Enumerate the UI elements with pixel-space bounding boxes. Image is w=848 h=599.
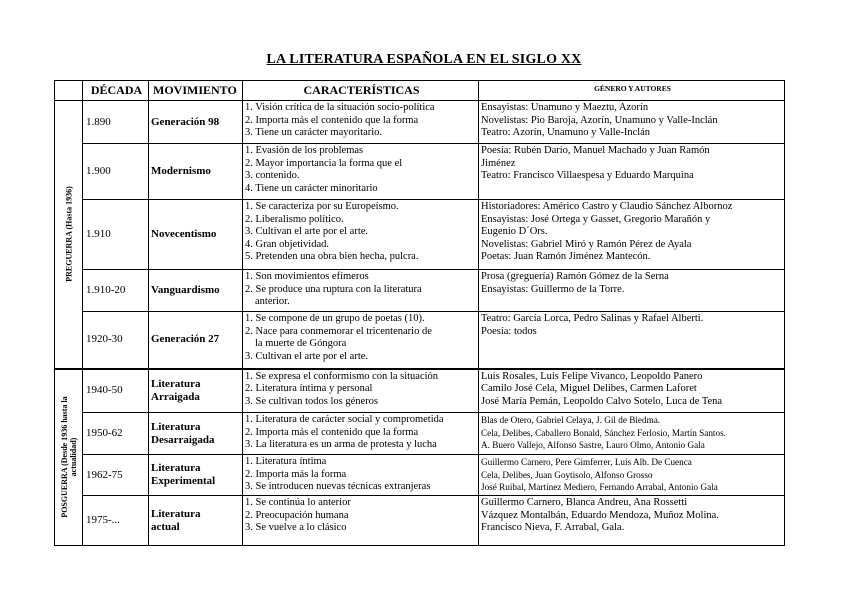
author-line: Prosa (greguería) Ramón Gómez de la Serna bbox=[481, 271, 669, 282]
characteristic-line: 1. Literatura íntima bbox=[245, 456, 327, 467]
characteristic-line: 2. Liberalismo político. bbox=[245, 213, 344, 225]
author-line: José Ruibal, Martínez Mediero, Fernando Arrabal, Antonio Gala bbox=[481, 482, 718, 493]
characteristics-cell bbox=[243, 144, 479, 200]
characteristic-line: 3. Se vuelve a lo clásico bbox=[245, 522, 347, 534]
characteristics-cell bbox=[243, 455, 479, 496]
author-line: Teatro: Azorín, Unamuno y Valle-Inclán bbox=[481, 127, 651, 139]
table-row bbox=[55, 101, 785, 144]
characteristic-line: 4. Gran objetividad. bbox=[245, 238, 329, 250]
header-row bbox=[55, 81, 785, 101]
movement-cell bbox=[149, 455, 243, 496]
characteristic-line: 3. Se cultivan todos los géneros bbox=[245, 395, 378, 407]
author-line: Francisco Nieva, F. Arrabal, Gala. bbox=[481, 522, 625, 534]
author-line: Cela, Delibes, Caballero Bonald, Sánchez Ferlosio, Martín Santos. bbox=[481, 427, 726, 438]
decade-cell: 1975-... bbox=[83, 496, 149, 546]
characteristic-line: 3. contenido. bbox=[245, 170, 300, 182]
table-row bbox=[55, 369, 785, 413]
characteristic-line: 2. Mayor importancia la forma que el bbox=[245, 157, 403, 169]
header-caracteristicas: CARACTERÍSTICAS bbox=[243, 81, 479, 101]
table-row bbox=[55, 413, 785, 455]
characteristic-line: 1. Se compone de un grupo de poetas (10). bbox=[245, 313, 425, 324]
author-line: Poesía: todos bbox=[481, 325, 537, 337]
authors-cell bbox=[479, 413, 785, 455]
characteristics-cell bbox=[243, 413, 479, 455]
characteristics-cell bbox=[243, 200, 479, 270]
table-row bbox=[55, 200, 785, 270]
movement-line: Literatura bbox=[151, 462, 201, 475]
characteristics-cell bbox=[243, 312, 479, 369]
characteristic-line: 3. Cultivan el arte por el arte. bbox=[245, 350, 369, 362]
movement-line: Literatura bbox=[151, 378, 201, 391]
characteristic-line: 4. Tiene un carácter minoritario bbox=[245, 182, 378, 194]
table-row bbox=[55, 144, 785, 200]
header-movimiento: MOVIMIENTO bbox=[149, 81, 243, 101]
characteristic-line: 1. Se continúa lo anterior bbox=[245, 497, 351, 508]
author-line: Novelistas: Pío Baroja, Azorín, Unamuno y Valle-Inclán bbox=[481, 114, 718, 126]
author-line: Vázquez Montalbán, Eduardo Mendoza, Muñoz Molina. bbox=[481, 509, 719, 521]
period-cell-posguerra bbox=[55, 369, 83, 546]
characteristic-line: 5. Pretenden una obra bien hecha, pulcra. bbox=[245, 251, 419, 263]
characteristic-line: 1. Se caracteriza por su Europeísmo. bbox=[245, 201, 399, 212]
table-row bbox=[55, 270, 785, 312]
author-line: Ensayistas: Guillermo de la Torre. bbox=[481, 283, 625, 295]
literature-table bbox=[54, 80, 785, 546]
movement-line: Literatura bbox=[151, 420, 201, 433]
period-label-line: POSGUERRA (Desde 1936 hasta la bbox=[59, 396, 69, 518]
characteristic-line: 2. Se produce una ruptura con la literatura bbox=[245, 283, 422, 295]
authors-cell bbox=[479, 101, 785, 144]
movement-line: Experimental bbox=[151, 475, 216, 487]
characteristic-line: 2. Importa más el contenido que la forma bbox=[245, 426, 419, 438]
movement-cell: Generación 27 bbox=[149, 312, 243, 369]
author-line: Poetas: Juan Ramón Jiménez Mantecón. bbox=[481, 251, 651, 263]
authors-cell bbox=[479, 312, 785, 369]
author-line: Eugenio D´Ors. bbox=[481, 226, 548, 238]
movement-cell: Generación 98 bbox=[149, 101, 243, 144]
movement-cell bbox=[149, 496, 243, 546]
characteristic-line: anterior. bbox=[255, 296, 290, 308]
author-line: Ensayistas: José Ortega y Gasset, Gregorio Marañón y bbox=[481, 213, 711, 225]
decade-cell: 1920-30 bbox=[83, 312, 149, 369]
movement-cell: Novecentismo bbox=[149, 200, 243, 270]
decade-cell: 1940-50 bbox=[83, 369, 149, 413]
characteristic-line: 2. Nace para conmemorar el tricentenario de bbox=[245, 325, 432, 337]
authors-cell bbox=[479, 200, 785, 270]
table-row bbox=[55, 312, 785, 369]
authors-cell bbox=[479, 144, 785, 200]
decade-cell: 1950-62 bbox=[83, 413, 149, 455]
characteristic-line: 2. Literatura íntima y personal bbox=[245, 383, 373, 395]
page-title: LA LITERATURA ESPAÑOLA EN EL SIGLO XX bbox=[266, 52, 582, 67]
characteristic-line: 3. Se introducen nuevas técnicas extranjeras bbox=[245, 481, 431, 493]
movement-line: actual bbox=[151, 520, 180, 533]
author-line: Luis Rosales, Luis Felipe Vivanco, Leopoldo Panero bbox=[481, 370, 703, 382]
header-genero: GÉNERO Y AUTORES bbox=[479, 81, 785, 101]
author-line: Ensayistas: Unamuno y Maeztu, Azorín bbox=[481, 102, 649, 113]
characteristic-line: 2. Importa más la forma bbox=[245, 468, 347, 480]
author-line: Novelistas: Gabriel Miró y Ramón Pérez de Ayala bbox=[481, 238, 692, 250]
movement-line: Literatura bbox=[151, 507, 201, 520]
period-cell-preguerra bbox=[55, 101, 83, 369]
decade-cell: 1.910 bbox=[83, 200, 149, 270]
author-line: Jiménez bbox=[481, 157, 516, 169]
header-decada: DÉCADA bbox=[83, 81, 149, 101]
author-line: Cela, Delibes, Juan Goytisolo, Alfonso Grosso bbox=[481, 469, 653, 480]
author-line: Teatro: García Lorca, Pedro Salinas y Rafael Alberti. bbox=[481, 313, 704, 324]
characteristic-line: 1. Son movimientos efímeros bbox=[245, 271, 369, 282]
authors-cell bbox=[479, 369, 785, 413]
author-line: Camilo José Cela, Miguel Delibes, Carmen Laforet bbox=[481, 383, 697, 395]
author-line: Poesía: Rubén Darío, Manuel Machado y Juan Ramón bbox=[481, 145, 710, 156]
movement-cell bbox=[149, 369, 243, 413]
movement-line: Desarraigada bbox=[151, 433, 215, 446]
movement-cell bbox=[149, 413, 243, 455]
characteristics-cell bbox=[243, 369, 479, 413]
authors-cell bbox=[479, 455, 785, 496]
decade-cell: 1962-75 bbox=[83, 455, 149, 496]
author-line: José María Pemán, Leopoldo Calvo Sotelo, Luca de Tena bbox=[481, 395, 723, 407]
characteristic-line: 1. Evasión de los problemas bbox=[245, 145, 364, 156]
movement-line: Arraigada bbox=[151, 390, 200, 403]
movement-cell: Modernismo bbox=[149, 144, 243, 200]
characteristic-line: 3. Tiene un carácter mayoritario. bbox=[245, 127, 383, 139]
decade-cell: 1.900 bbox=[83, 144, 149, 200]
author-line: A. Buero Vallejo, Alfonso Sastre, Lauro Olmo, Antonio Gala bbox=[481, 440, 705, 451]
characteristic-line: la muerte de Góngora bbox=[255, 338, 347, 350]
characteristic-line: 1. Visión crítica de la situación socio-política bbox=[245, 102, 435, 113]
authors-cell bbox=[479, 496, 785, 546]
movement-cell: Vanguardismo bbox=[149, 270, 243, 312]
characteristics-cell bbox=[243, 270, 479, 312]
author-line: Guillermo Carnero, Pere Gimferrer, Luis Alb. De Cuenca bbox=[481, 457, 692, 467]
table-row bbox=[55, 496, 785, 546]
author-line: Guillermo Carnero, Blanca Andreu, Ana Rossetti bbox=[481, 497, 688, 508]
period-label-posguerra bbox=[60, 397, 78, 518]
characteristic-line: 1. Literatura de carácter social y comprometida bbox=[245, 414, 444, 425]
characteristic-line: 2. Preocupación humana bbox=[245, 509, 349, 521]
characteristic-line: 1. Se expresa el conformismo con la situación bbox=[245, 370, 439, 382]
characteristic-line: 3. Cultivan el arte por el arte. bbox=[245, 226, 369, 238]
table-row bbox=[55, 455, 785, 496]
decade-cell: 1.910-20 bbox=[83, 270, 149, 312]
characteristics-cell bbox=[243, 496, 479, 546]
author-line: Blas de Otero, Gabriel Celaya, J. Gil de Biedma. bbox=[481, 415, 661, 425]
period-header bbox=[55, 81, 83, 101]
period-label-preguerra: PREGUERRA (Hasta 1936) bbox=[64, 186, 73, 283]
characteristic-line: 2. Importa más el contenido que la forma bbox=[245, 114, 419, 126]
period-label-line: actualidad) bbox=[68, 437, 78, 477]
authors-cell bbox=[479, 270, 785, 312]
author-line: Teatro: Francisco Villaespesa y Eduardo Marquina bbox=[481, 170, 694, 182]
decade-cell: 1.890 bbox=[83, 101, 149, 144]
author-line: Historiadores: Américo Castro y Claudio Sánchez Albornoz bbox=[481, 201, 733, 212]
characteristic-line: 3. La literatura es un arma de protesta y lucha bbox=[245, 439, 437, 451]
characteristics-cell bbox=[243, 101, 479, 144]
